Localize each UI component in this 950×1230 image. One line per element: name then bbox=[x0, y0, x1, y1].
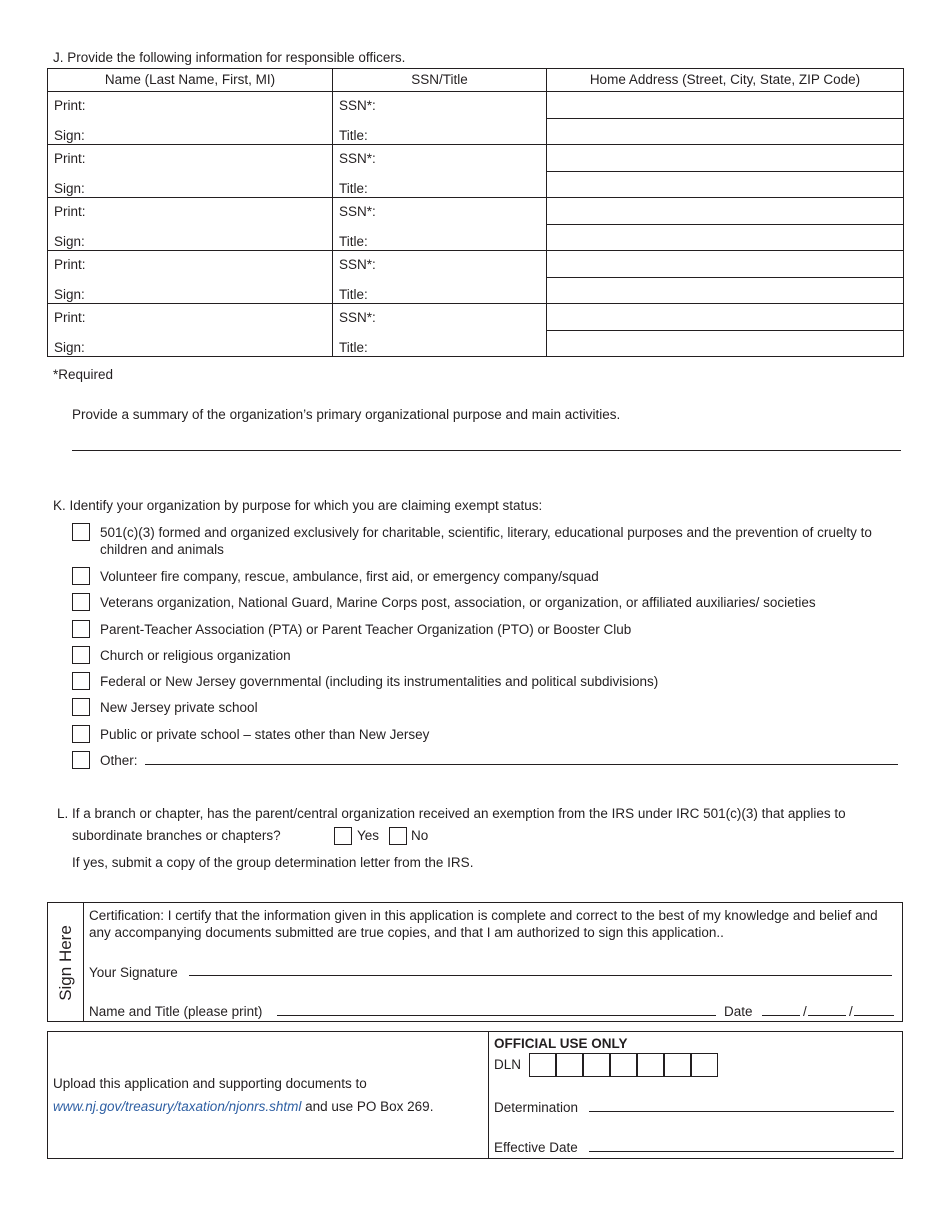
print-label: Print: bbox=[54, 310, 86, 325]
header-ssn-title: SSN/Title bbox=[333, 69, 547, 92]
print-label: Print: bbox=[54, 98, 86, 113]
ssn-label: SSN*: bbox=[339, 98, 376, 113]
no-label: No bbox=[411, 828, 429, 843]
address-divider bbox=[547, 330, 903, 331]
submission-box bbox=[47, 1031, 903, 1159]
officer-address-cell[interactable] bbox=[547, 251, 904, 304]
sign-here-strip bbox=[48, 903, 84, 1021]
officer-row bbox=[48, 251, 904, 304]
officer-name-cell[interactable] bbox=[48, 92, 333, 145]
print-label: Print: bbox=[54, 204, 86, 219]
date-day-line[interactable] bbox=[808, 1015, 846, 1016]
ssn-label: SSN*: bbox=[339, 151, 376, 166]
certification-box bbox=[47, 902, 903, 1022]
dln-digit-box[interactable] bbox=[664, 1053, 691, 1077]
purpose-checkbox[interactable] bbox=[72, 698, 90, 716]
purpose-checkbox[interactable] bbox=[72, 751, 90, 769]
purpose-checkbox[interactable] bbox=[72, 567, 90, 585]
sign-label: Sign: bbox=[54, 128, 85, 143]
officer-ssn-title-cell[interactable] bbox=[333, 92, 547, 145]
purpose-checkbox[interactable] bbox=[72, 672, 90, 690]
title-label: Title: bbox=[339, 128, 368, 143]
ssn-label: SSN*: bbox=[339, 204, 376, 219]
signature-label: Your Signature bbox=[89, 965, 178, 980]
section-l-question-cont: subordinate branches or chapters? bbox=[72, 828, 281, 843]
officer-row bbox=[48, 145, 904, 198]
address-divider bbox=[547, 171, 903, 172]
sign-label: Sign: bbox=[54, 234, 85, 249]
yes-label: Yes bbox=[357, 828, 380, 843]
officer-name-cell[interactable] bbox=[48, 198, 333, 251]
no-checkbox[interactable] bbox=[389, 827, 407, 845]
date-year-line[interactable] bbox=[854, 1015, 894, 1016]
determination-line[interactable] bbox=[589, 1111, 894, 1112]
purpose-option-label: New Jersey private school bbox=[100, 700, 258, 715]
title-label: Title: bbox=[339, 287, 368, 302]
submission-divider bbox=[488, 1032, 489, 1158]
purpose-option-label: Federal or New Jersey governmental (including its instrumentalities and political subdivisions) bbox=[100, 674, 659, 689]
dln-digit-box[interactable] bbox=[556, 1053, 583, 1077]
summary-prompt: Provide a summary of the organization’s primary organizational purpose and main activities. bbox=[72, 407, 621, 422]
date-separator-1: / bbox=[803, 1004, 807, 1019]
officers-table bbox=[47, 68, 904, 357]
section-l-question: L. If a branch or chapter, has the parent/central organization received an exemption from the IRS under IRC 501(c)(3) that applies to bbox=[57, 806, 846, 821]
other-purpose-line[interactable] bbox=[145, 764, 898, 765]
certification-text: Certification: I certify that the information given in this application is complete and correct to the best of my knowledge and belief and any accompanying documents submitted are true copies, and that I am authorized to sign this application.. bbox=[89, 908, 878, 940]
officer-address-cell[interactable] bbox=[547, 92, 904, 145]
effective-date-label: Effective Date bbox=[494, 1140, 578, 1155]
sign-here-label: Sign Here bbox=[56, 925, 75, 1001]
purpose-option-label: 501(c)(3) formed and organized exclusively for charitable, scientific, literary, educational purposes and the prevention of cruelty to children and animals bbox=[100, 525, 872, 557]
section-j-title: J. Provide the following information for responsible officers. bbox=[53, 50, 406, 65]
title-label: Title: bbox=[339, 181, 368, 196]
date-month-line[interactable] bbox=[762, 1015, 800, 1016]
address-divider bbox=[547, 277, 903, 278]
purpose-checkbox[interactable] bbox=[72, 725, 90, 743]
section-k-title: K. Identify your organization by purpose for which you are claiming exempt status: bbox=[53, 498, 543, 513]
officer-address-cell[interactable] bbox=[547, 304, 904, 357]
dln-digit-box[interactable] bbox=[637, 1053, 664, 1077]
ssn-label: SSN*: bbox=[339, 257, 376, 272]
sign-label: Sign: bbox=[54, 181, 85, 196]
upload-link[interactable]: www.nj.gov/treasury/taxation/njonrs.shtml bbox=[53, 1099, 302, 1114]
dln-label: DLN bbox=[494, 1057, 522, 1072]
required-note: *Required bbox=[53, 367, 114, 382]
date-label: Date bbox=[724, 1004, 753, 1019]
summary-line[interactable] bbox=[72, 450, 901, 451]
officer-ssn-title-cell[interactable] bbox=[333, 251, 547, 304]
official-use-heading: OFFICIAL USE ONLY bbox=[494, 1036, 628, 1051]
officer-row bbox=[48, 304, 904, 357]
upload-link-line bbox=[53, 1099, 433, 1114]
officer-address-cell[interactable] bbox=[547, 145, 904, 198]
officer-row bbox=[48, 198, 904, 251]
name-title-label: Name and Title (please print) bbox=[89, 1004, 263, 1019]
purpose-option-label: Parent-Teacher Association (PTA) or Parent Teacher Organization (PTO) or Booster Club bbox=[100, 622, 632, 637]
title-label: Title: bbox=[339, 234, 368, 249]
title-label: Title: bbox=[339, 340, 368, 355]
dln-digit-box[interactable] bbox=[583, 1053, 610, 1077]
purpose-option-label: Other: bbox=[100, 753, 138, 768]
ssn-label: SSN*: bbox=[339, 310, 376, 325]
upload-po-box: and use PO Box 269. bbox=[301, 1099, 434, 1114]
purpose-checkbox[interactable] bbox=[72, 523, 90, 541]
date-separator-2: / bbox=[849, 1004, 853, 1019]
officer-ssn-title-cell[interactable] bbox=[333, 198, 547, 251]
yes-checkbox[interactable] bbox=[334, 827, 352, 845]
address-divider bbox=[547, 224, 903, 225]
address-divider bbox=[547, 118, 903, 119]
name-title-line[interactable] bbox=[277, 1015, 716, 1016]
effective-date-line[interactable] bbox=[589, 1151, 894, 1152]
print-label: Print: bbox=[54, 257, 86, 272]
officer-address-cell[interactable] bbox=[547, 198, 904, 251]
officers-header-row bbox=[48, 69, 904, 92]
dln-digit-box[interactable] bbox=[529, 1053, 556, 1077]
purpose-checkbox[interactable] bbox=[72, 593, 90, 611]
purpose-checkbox[interactable] bbox=[72, 646, 90, 664]
determination-label: Determination bbox=[494, 1100, 579, 1115]
signature-line[interactable] bbox=[189, 975, 892, 976]
upload-instruction: Upload this application and supporting documents to bbox=[53, 1076, 367, 1091]
print-label: Print: bbox=[54, 151, 86, 166]
dln-digit-box[interactable] bbox=[691, 1053, 718, 1077]
officer-ssn-title-cell[interactable] bbox=[333, 304, 547, 357]
officer-ssn-title-cell[interactable] bbox=[333, 145, 547, 198]
group-letter-note: If yes, submit a copy of the group determination letter from the IRS. bbox=[72, 855, 474, 870]
officer-row bbox=[48, 92, 904, 145]
officer-name-cell[interactable] bbox=[48, 304, 333, 357]
purpose-checkbox[interactable] bbox=[72, 620, 90, 638]
purpose-option-label: Volunteer fire company, rescue, ambulance, first aid, or emergency company/squad bbox=[100, 569, 599, 584]
dln-digit-box[interactable] bbox=[610, 1053, 637, 1077]
sign-label: Sign: bbox=[54, 340, 85, 355]
purpose-option-label: Veterans organization, National Guard, Marine Corps post, association, or organization, or affiliated auxiliaries/ societies bbox=[100, 595, 816, 610]
header-name: Name (Last Name, First, MI) bbox=[48, 69, 333, 92]
officer-name-cell[interactable] bbox=[48, 251, 333, 304]
purpose-option-label: Public or private school – states other than New Jersey bbox=[100, 727, 430, 742]
sign-label: Sign: bbox=[54, 287, 85, 302]
purpose-option-label: Church or religious organization bbox=[100, 648, 291, 663]
officer-name-cell[interactable] bbox=[48, 145, 333, 198]
header-home-address: Home Address (Street, City, State, ZIP Code) bbox=[547, 69, 904, 92]
